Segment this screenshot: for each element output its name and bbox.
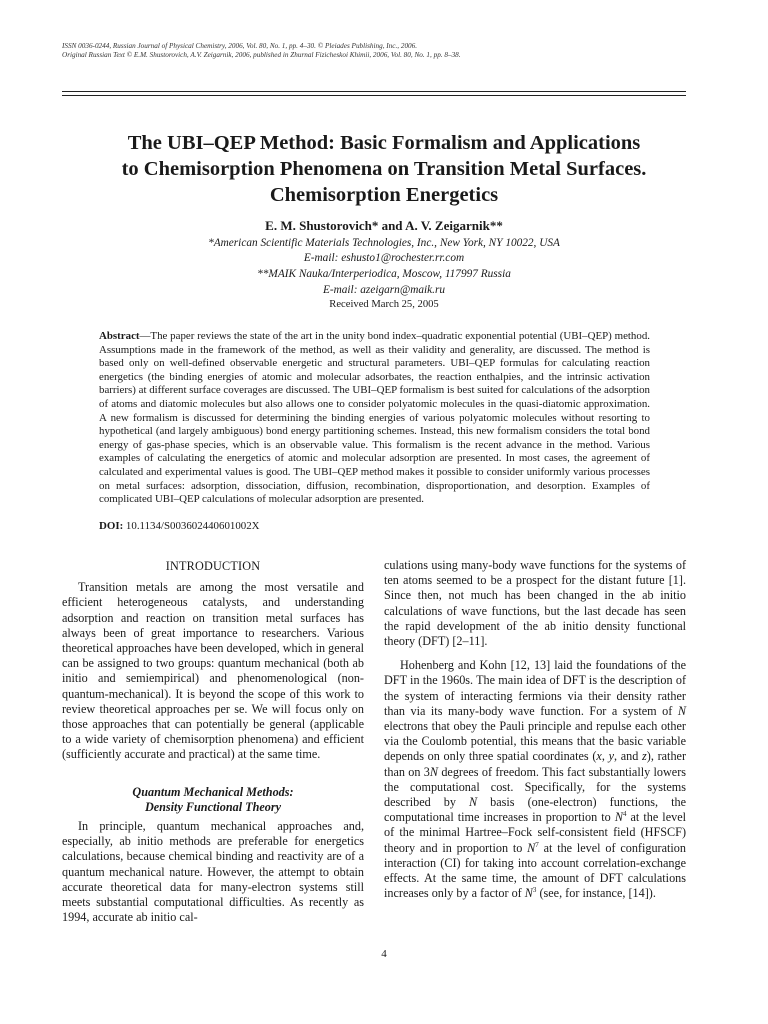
continued-paragraph: culations using many-body wave functions for the systems of ten atoms seemed to be a prospect for the distant future [1]. Since then, not much has been changed in the ab initio calculations of wave functions, but the last decade has seen the rapid development of the ab initio density functional theory (DFT) [2–11]. <box>384 558 686 649</box>
title-line-2: to Chemisorption Phenomena on Transition Metal Surfaces. <box>121 158 647 180</box>
dft-paragraph <box>384 658 686 901</box>
dft-text: basis (one-electron) functions, the computational time increases in proportion to <box>384 795 686 825</box>
dft-text: electrons that obey the Pauli principle and repulse each other via the Coulomb potential, this means that the basic variable depends on only three spatial coordinates ( <box>384 719 686 764</box>
subsection-heading <box>62 785 364 815</box>
superscript: 7 <box>535 840 539 849</box>
abstract <box>99 330 650 507</box>
dft-text: (see, for instance, [14]). <box>536 886 656 901</box>
math-var: N <box>468 795 478 810</box>
dft-text: degrees of freedom. This fact substantially lowers the computational cost. Specifically, for the systems described by <box>384 764 687 810</box>
authors: E. M. Shustorovich* and A. V. Zeigarnik** <box>265 218 503 233</box>
journal-header-line-2: Original Russian Text © E.M. Shustorovich, A.V. Zeigarnik, 2006, published in Zhurnal Fizicheskoi Khimii, 2006, Vol. 80, No. 1, pp. 8–38. <box>62 51 461 59</box>
title-line-1: The UBI–QEP Method: Basic Formalism and Applications <box>127 132 641 154</box>
left-column <box>62 558 364 925</box>
math-var: N <box>429 764 439 779</box>
math-var: x <box>596 749 602 764</box>
title-line-3: Chemisorption Energetics <box>269 184 499 206</box>
subsection-heading-line-2: Density Functional Theory <box>144 799 282 814</box>
doi-label: DOI: <box>99 520 124 532</box>
math-var: N <box>527 840 536 855</box>
abstract-text: —The paper reviews the state of the art in the unity bond index–quadratic exponential potential (UBI–QEP) method. Assumptions made in the framework of the method, as well as their validity and generality, are discussed. The method is based only on well-defined observable energetic and structural parameters. UBI–QEP formulas for calculating reaction energetics (the binding energies of atomic and molecular adsorbates, the reaction enthalpies, and the intrinsic activation barriers) at different surface coverages are discussed. The UBI–QEP formalism is best suited for calculations of the adsorption of atoms and diatomic molecules but also allows one to consider polyatomic molecules in the quasi-diatomic approximation. A new formalism is discussed for determining the binding energies of various polyatomic molecules without resorting to hypothetical (and largely ambiguous) bond energy partitioning schemes. Instead, this new formalism considers the total bond energy of gas-phase species, which is an observable value. This formalism is the recent advance in the method. Various examples of calculating the energetics of atomic and molecular adsorption are presented. In most cases, the agreement of calculated and experimental values is good. The UBI–QEP method makes it possible to consider uniformly various processes on metal surfaces: adsorption, dissociation, diffusion, recombination, disproportionation, and desorption. Examples of complicated UBI–QEP calculations of molecular adsorption are presented. <box>99 330 650 506</box>
superscript: 4 <box>622 810 627 819</box>
dft-text: , <box>601 749 609 764</box>
received-date: Received March 25, 2005 <box>329 299 439 310</box>
header-rule-top <box>62 91 686 92</box>
abstract-label: Abstract <box>99 330 140 342</box>
journal-header-line-1: ISSN 0036-0244, Russian Journal of Physical Chemistry, 2006, Vol. 80, No. 1, pp. 4–30. © Pleiades Publishing, Inc., 2006. <box>62 42 418 50</box>
qm-paragraph: In principle, quantum mechanical approaches and, especially, ab initio methods are preferable for energetics calculations, because chemical binding and reactivity are of a quantum mechanical nature. However, the attempt to obtain accurate theoretical data for many-electron systems still meets substantial computational difficulties. As recently as 1994, accurate ab initio cal- <box>62 819 364 925</box>
math-var: N <box>524 886 533 901</box>
dft-text: Hohenberg and Kohn [12, 13] laid the foundations of the DFT in the 1960s. The main idea of DFT is the description of the system of interacting fermions via their density rather than via its many-body wave function. For a system of <box>384 658 686 718</box>
dft-text: , and <box>613 749 643 764</box>
doi-value: 10.1134/S003602440601002X <box>123 520 260 532</box>
dft-text: ), rather than on 3 <box>384 749 686 779</box>
affiliation-2: **MAIK Nauka/Interperiodica, Moscow, 117997 Russia <box>257 268 511 280</box>
math-var: y <box>608 749 614 764</box>
page-number: 4 <box>381 948 387 960</box>
dft-text: at the level of configuration interaction (CI) for taking into account correlation-exchange effects. At the same time, the amount of DFT calculations increases only by a factor of <box>384 840 686 901</box>
math-var: N <box>614 810 623 825</box>
dft-text: at the level of the minimal Hartree–Fock self-consistent field (HFSCF) theory and in proportion to <box>384 810 686 855</box>
article-title <box>62 130 706 208</box>
introduction-heading: INTRODUCTION <box>165 559 261 573</box>
math-var: N <box>677 703 686 718</box>
email-2: E-mail: azeigarn@maik.ru <box>322 284 446 296</box>
affiliation-1: *American Scientific Materials Technologies, Inc., New York, NY 10022, USA <box>208 237 560 249</box>
header-rule-bottom <box>62 95 686 96</box>
right-column <box>384 558 686 901</box>
math-var: z <box>642 749 647 764</box>
superscript: 3 <box>532 886 537 895</box>
email-1: E-mail: eshusto1@rochester.rr.com <box>303 252 465 264</box>
doi-line <box>99 519 650 533</box>
subsection-heading-line-1: Quantum Mechanical Methods: <box>132 784 294 799</box>
intro-paragraph: Transition metals are among the most versatile and efficient heterogeneous catalysts, and understanding adsorption and reaction on transition metal surfaces has always been of great importance to researchers. Various theoretical approaches have been developed, which in general can be assigned to two groups: quantum mechanical (both ab initio and semiempirical) and phenomenological (non-quantum-mechanical). It is beyond the scope of this work to review theoretical approaches per se. We will focus only on those approaches that can potentially be general (applicable to a wide variety of chemisorption phenomena) and efficient (sufficiently accurate and practical) at the same time. <box>62 580 364 762</box>
